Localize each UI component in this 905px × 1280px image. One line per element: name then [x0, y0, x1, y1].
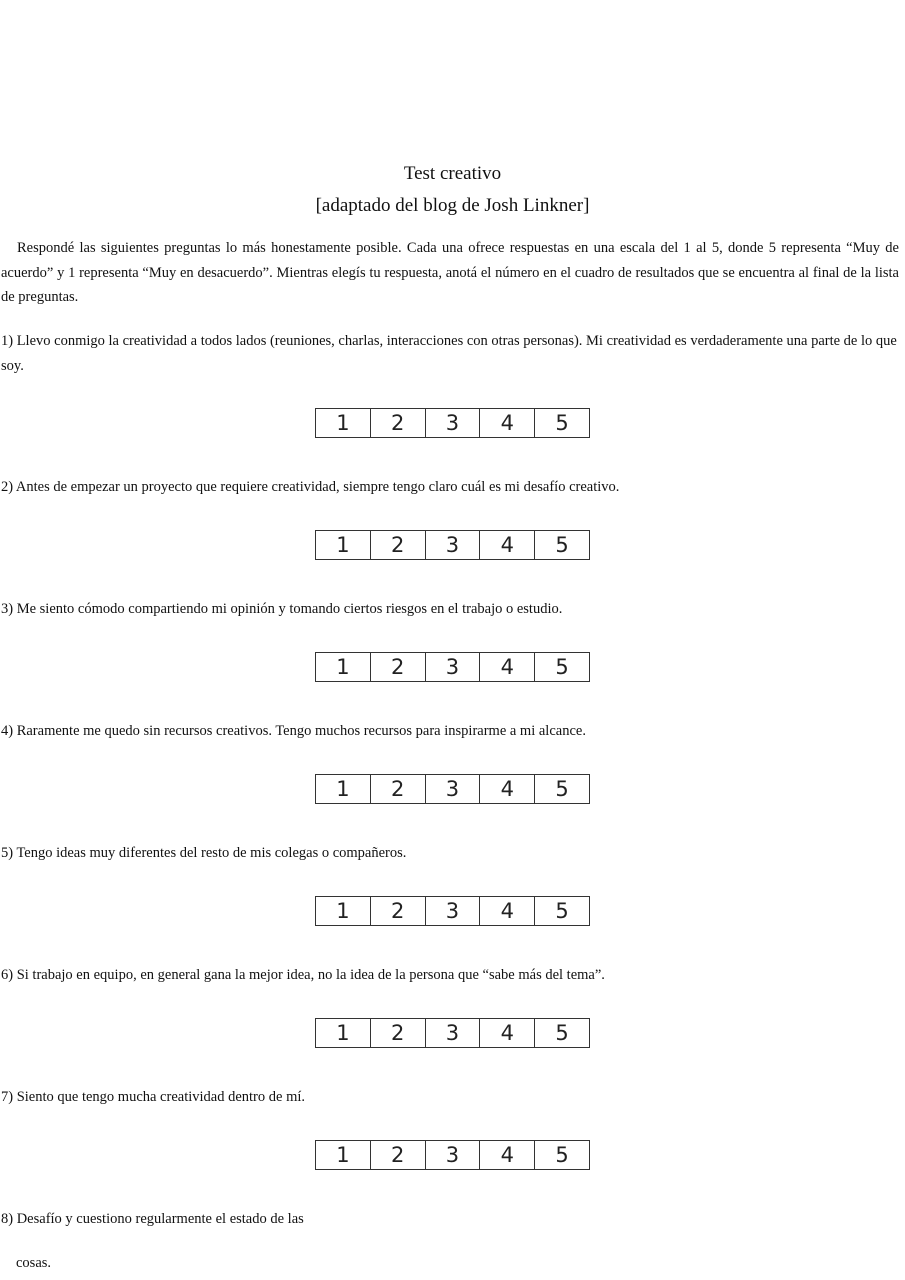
rating-option-2[interactable]: 2 [371, 775, 426, 803]
question-4: 4) Raramente me quedo sin recursos creativos. Tengo muchos recursos para inspirarme a mi alcance. [1, 723, 586, 739]
question-6: 6) Si trabajo en equipo, en general gana la mejor idea, no la idea de la persona que “sabe más del tema”. [1, 967, 605, 983]
rating-option-1[interactable]: 1 [316, 775, 371, 803]
rating-option-3[interactable]: 3 [426, 1141, 481, 1169]
rating-option-2[interactable]: 2 [371, 409, 426, 437]
rating-option-1[interactable]: 1 [316, 1141, 371, 1169]
rating-option-2[interactable]: 2 [371, 531, 426, 559]
question-8: 8) Desafío y cuestiono regularmente el estado de las [1, 1211, 304, 1227]
question-3: 3) Me siento cómodo compartiendo mi opinión y tomando ciertos riesgos en el trabajo o estudio. [1, 601, 563, 617]
rating-option-4[interactable]: 4 [480, 775, 535, 803]
rating-option-1[interactable]: 1 [316, 653, 371, 681]
rating-option-4[interactable]: 4 [480, 531, 535, 559]
question-2: 2) Antes de empezar un proyecto que requiere creatividad, siempre tengo claro cuál es mi desafío creativo. [1, 479, 620, 495]
rating-option-2[interactable]: 2 [371, 653, 426, 681]
rating-option-1[interactable]: 1 [316, 1019, 371, 1047]
rating-option-3[interactable]: 3 [426, 775, 481, 803]
rating-option-3[interactable]: 3 [426, 409, 481, 437]
instructions-paragraph: Respondé las siguientes preguntas lo más honestamente posible. Cada una ofrece respuestas en una escala del 1 al 5, donde 5 representa “Muy de acuerdo” y 1 representa “Muy en desacuerdo”. Mientras elegís tu respuesta, anotá el número en el cuadro de resultados que se encuentra al final de la lista de preguntas. [1, 240, 899, 305]
question-7: 7) Siento que tengo mucha creatividad dentro de mí. [1, 1089, 306, 1105]
rating-option-4[interactable]: 4 [480, 1019, 535, 1047]
rating-option-5[interactable]: 5 [555, 1143, 569, 1167]
rating-scale-q2 [315, 530, 590, 560]
rating-option-1[interactable]: 1 [316, 531, 371, 559]
rating-option-3[interactable]: 3 [426, 531, 481, 559]
page-title: Test creativo [403, 163, 502, 184]
question-1: 1) Llevo conmigo la creatividad a todos lados (reuniones, charlas, interacciones con otras personas). Mi creatividad es verdaderamente una parte de lo que soy. [1, 333, 897, 374]
rating-option-1[interactable]: 1 [316, 897, 371, 925]
question-5: 5) Tengo ideas muy diferentes del resto de mis colegas o compañeros. [1, 845, 407, 861]
rating-option-5[interactable]: 5 [555, 899, 569, 923]
rating-option-4[interactable]: 4 [480, 653, 535, 681]
rating-option-1[interactable]: 1 [316, 409, 371, 437]
rating-scale-q3 [315, 652, 590, 682]
rating-option-5[interactable]: 5 [555, 1021, 569, 1045]
page-subtitle: [adaptado del blog de Josh Linkner] [315, 195, 590, 216]
rating-option-5[interactable]: 5 [555, 411, 569, 435]
question-8-continuation: cosas. [16, 1255, 52, 1271]
rating-option-3[interactable]: 3 [426, 897, 481, 925]
rating-scale-q5 [315, 896, 590, 926]
rating-scale-q1 [315, 408, 590, 438]
rating-scale-q4 [315, 774, 590, 804]
rating-option-2[interactable]: 2 [371, 897, 426, 925]
rating-scale-q6 [315, 1018, 590, 1048]
rating-option-5[interactable]: 5 [555, 655, 569, 679]
rating-option-5[interactable]: 5 [555, 777, 569, 801]
rating-option-4[interactable]: 4 [480, 897, 535, 925]
rating-option-4[interactable]: 4 [480, 1141, 535, 1169]
rating-option-2[interactable]: 2 [371, 1019, 426, 1047]
rating-scale-q7 [315, 1140, 590, 1170]
rating-option-4[interactable]: 4 [480, 409, 535, 437]
rating-option-3[interactable]: 3 [426, 1019, 481, 1047]
rating-option-2[interactable]: 2 [371, 1141, 426, 1169]
rating-option-5[interactable]: 5 [555, 533, 569, 557]
rating-option-3[interactable]: 3 [426, 653, 481, 681]
